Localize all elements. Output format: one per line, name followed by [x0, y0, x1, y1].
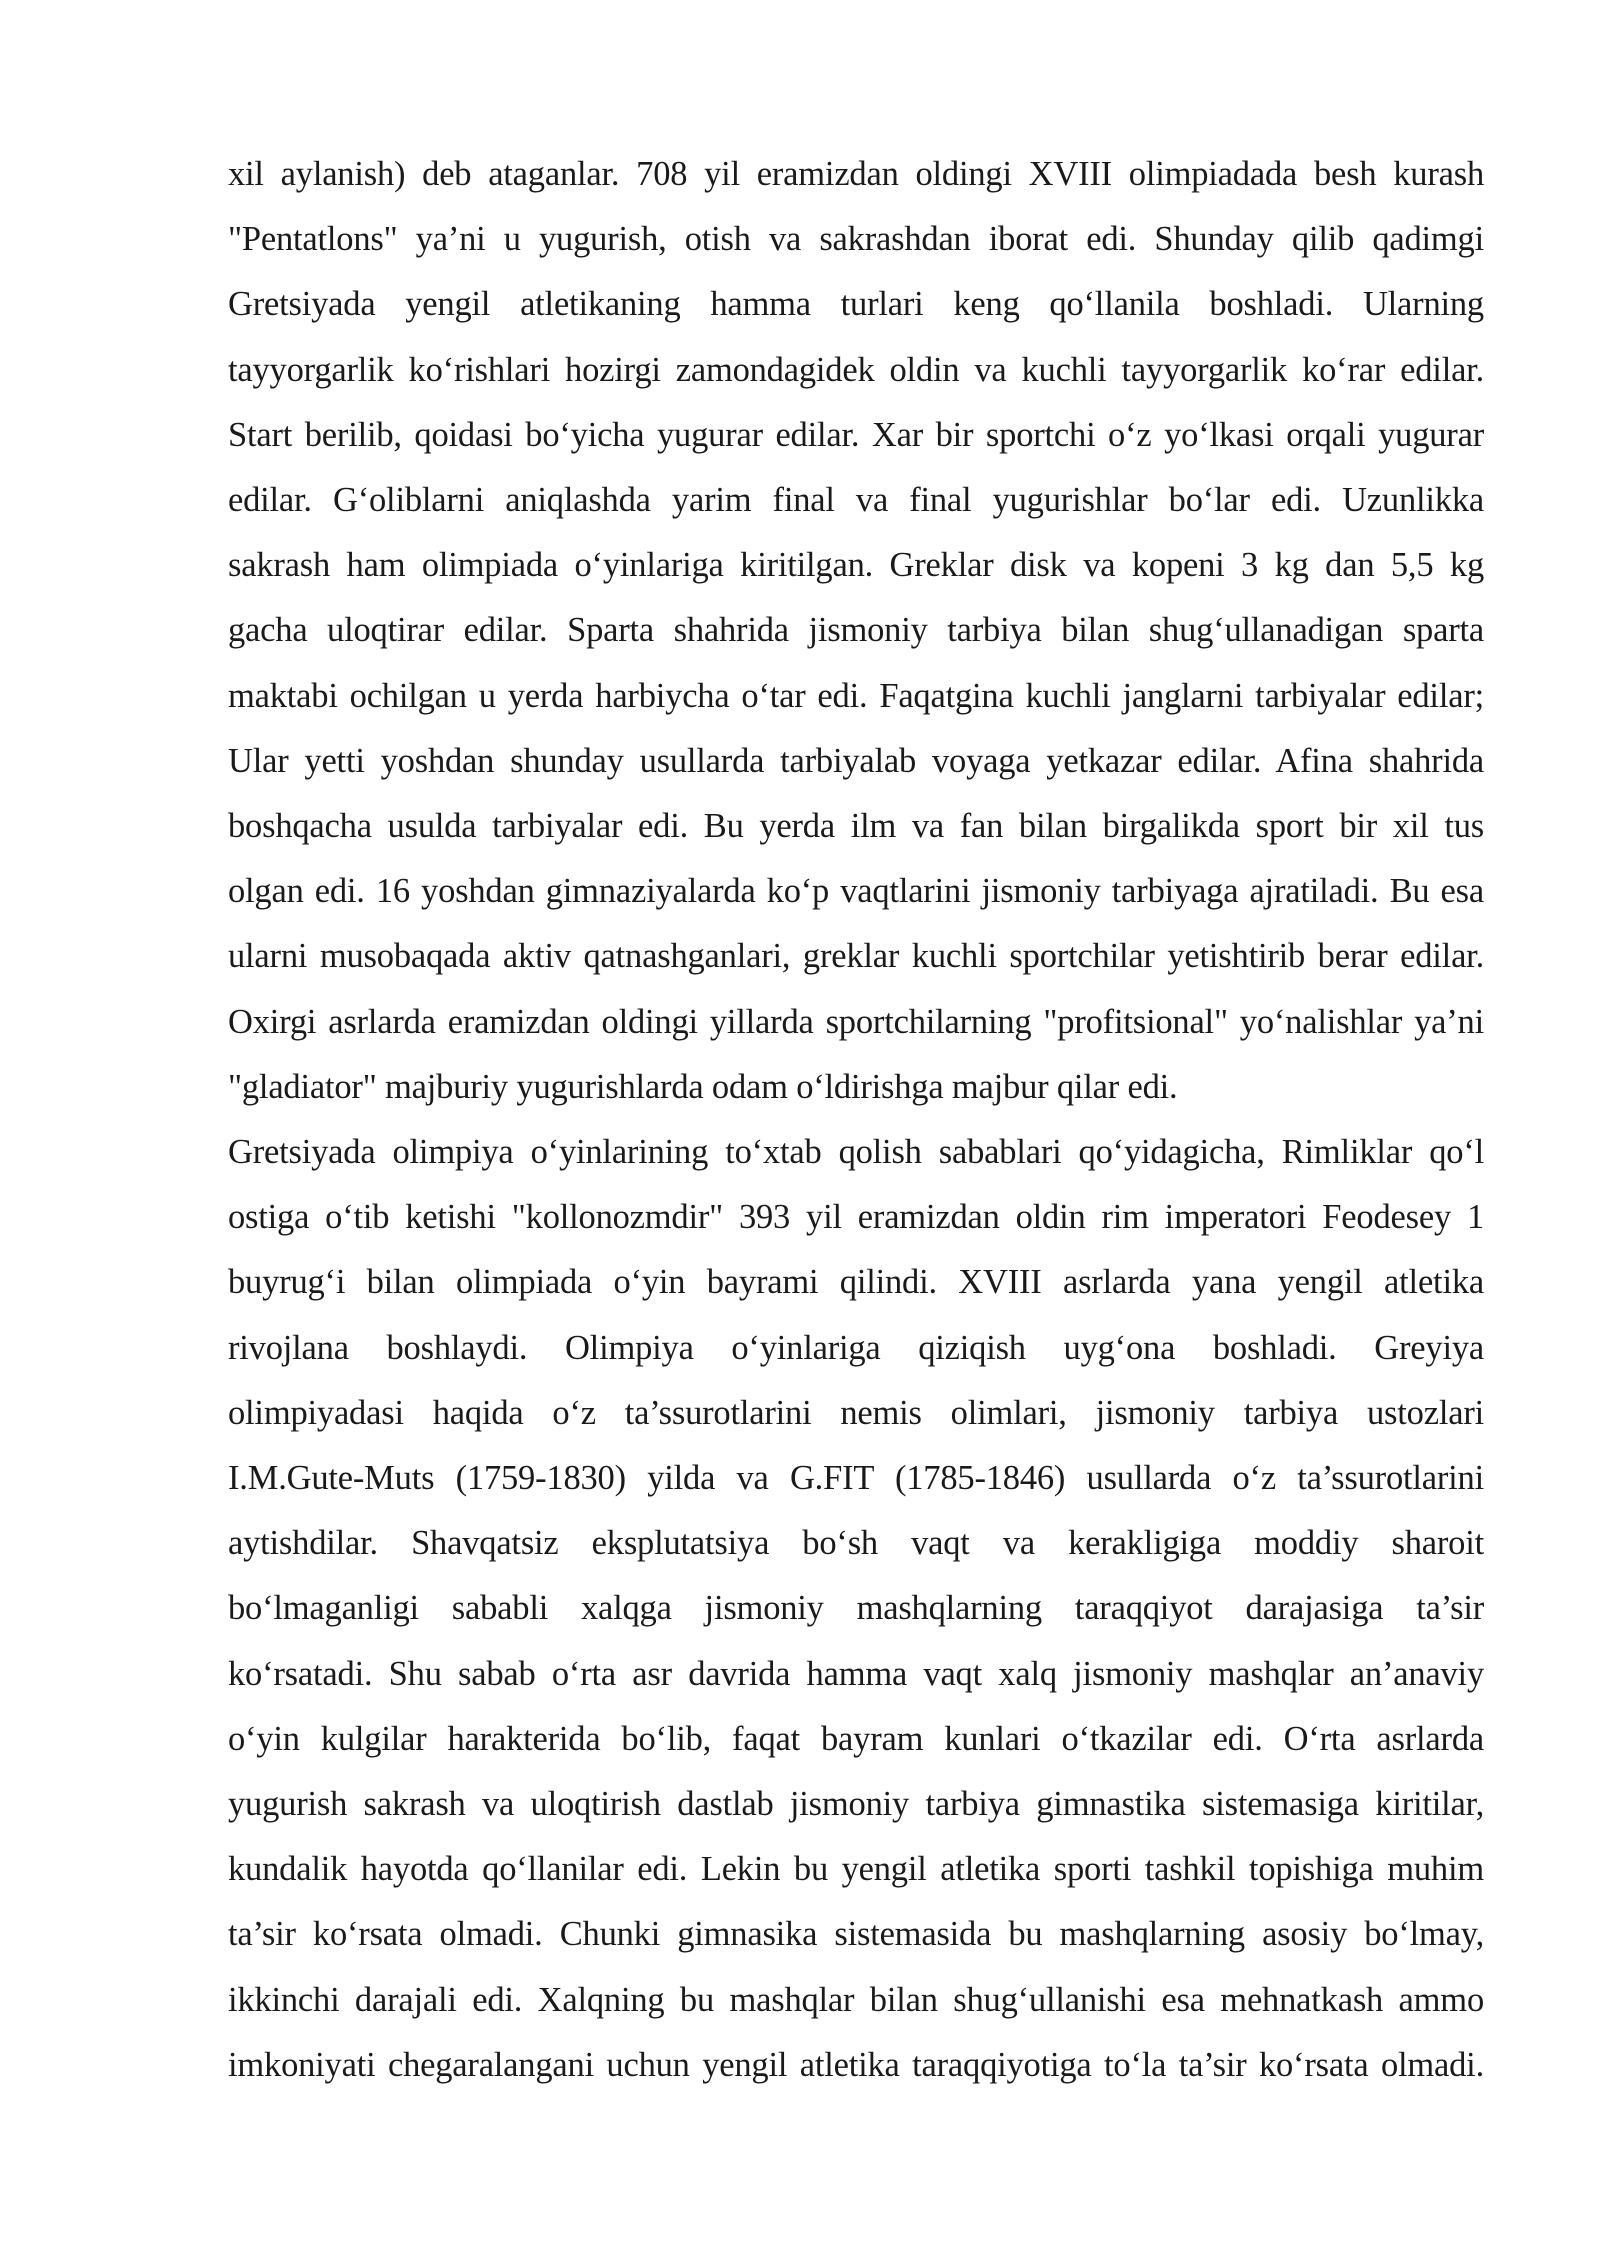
text-line: ta’sir ko‘rsata olmadi. Chunki gimnasika sistemasida bu mashqlarning asosiy bo‘lmay, [228, 1915, 1484, 1954]
text-line: "gladiator" majburiy yugurishlarda odam o‘ldirishga majbur qilar edi. [228, 1067, 1178, 1106]
text-line: olgan edi. 16 yoshdan gimnaziyalarda ko‘p vaqtlarini jismoniy tarbiyaga ajratiladi. Bu esa [228, 872, 1484, 911]
text-line: imkoniyati chegaralangani uchun yengil atletika taraqqiyotiga to‘la ta’sir ko‘rsata olmadi. [228, 2045, 1484, 2084]
text-line: bo‘lmaganligi sababli xalqga jismoniy mashqlarning taraqqiyot darajasiga ta’sir [228, 1589, 1484, 1628]
text-line: ostiga o‘tib ketishi "kollonozmdir" 393 yil eramizdan oldin rim imperatori Feodesey 1 [228, 1198, 1484, 1237]
text-line: ko‘rsatadi. Shu sabab o‘rta asr davrida hamma vaqt xalq jismoniy mashqlar an’anaviy [228, 1654, 1484, 1693]
text-line: Gretsiyada yengil atletikaning hamma turlari keng qo‘llanila boshladi. Ularning [228, 285, 1484, 324]
text-line: sakrash ham olimpiada o‘yinlariga kiritilgan. Greklar disk va kopeni 3 kg dan 5,5 kg [228, 546, 1484, 585]
text-line: Ular yetti yoshdan shunday usullarda tarbiyalab voyaga yetkazar edilar. Afina shahrida [228, 741, 1484, 780]
text-line: kundalik hayotda qo‘llanilar edi. Lekin bu yengil atletika sporti tashkil topishiga muhim [228, 1850, 1484, 1889]
text-line: rivojlana boshlaydi. Olimpiya o‘yinlariga qiziqish uyg‘ona boshladi. Greyiya [228, 1328, 1484, 1367]
text-line: o‘yin kulgilar harakterida bo‘lib, faqat bayram kunlari o‘tkazilar edi. O‘rta asrlarda [228, 1719, 1484, 1758]
text-line: ularni musobaqada aktiv qatnashganlari, greklar kuchli sportchilar yetishtirib berar edilar. [228, 937, 1484, 976]
text-line: olimpiyadasi haqida o‘z ta’ssurotlarini nemis olimlari, jismoniy tarbiya ustozlari [228, 1393, 1484, 1432]
text-line: tayyorgarlik ko‘rishlari hozirgi zamondagidek oldin va kuchli tayyorgarlik ko‘rar edilar. [228, 350, 1484, 389]
text-line: aytishdilar. Shavqatsiz eksplutatsiya bo‘sh vaqt va kerakligiga moddiy sharoit [228, 1524, 1484, 1563]
text-line: buyrug‘i bilan olimpiada o‘yin bayrami qilindi. XVIII asrlarda yana yengil atletika [228, 1263, 1484, 1302]
text-line: edilar. G‘oliblarni aniqlashda yarim final va final yugurishlar bo‘lar edi. Uzunlikka [228, 481, 1484, 520]
text-line: yugurish sakrash va uloqtirish dastlab jismoniy tarbiya gimnastika sistemasiga kiritilar, [228, 1785, 1484, 1824]
text-line: Start berilib, qoidasi bo‘yicha yugurar edilar. Xar bir sportchi o‘z yo‘lkasi orqali yugurar [228, 415, 1484, 454]
paragraph-1 [228, 142, 1484, 1120]
text-line: "Pentatlons" ya’ni u yugurish, otish va sakrashdan iborat edi. Shunday qilib qadimgi [228, 220, 1484, 259]
text-line: Gretsiyada olimpiya o‘yinlarining to‘xtab qolish sabablari qo‘yidagicha, Rimliklar qo‘l [228, 1133, 1484, 1172]
text-line: xil aylanish) deb ataganlar. 708 yil eramizdan oldingi XVIII olimpiadada besh kurash [228, 155, 1484, 193]
text-line: ikkinchi darajali edi. Xalqning bu mashqlar bilan shug‘ullanishi esa mehnatkash ammo [228, 1980, 1484, 2019]
text-line: maktabi ochilgan u yerda harbiycha o‘tar edi. Faqatgina kuchli janglarni tarbiyalar edilar; [228, 676, 1484, 715]
text-line: boshqacha usulda tarbiyalar edi. Bu yerda ilm va fan bilan birgalikda sport bir xil tus [228, 807, 1484, 846]
paragraph-2 [228, 1120, 1484, 2098]
document-page [228, 142, 1484, 2098]
text-line: gacha uloqtirar edilar. Sparta shahrida jismoniy tarbiya bilan shug‘ullanadigan sparta [228, 611, 1484, 650]
text-line: I.M.Gute-Muts (1759-1830) yilda va G.FIT (1785-1846) usullarda o‘z ta’ssurotlarini [228, 1459, 1484, 1498]
text-line: Oxirgi asrlarda eramizdan oldingi yillarda sportchilarning "profitsional" yo‘nalishlar ya’ni [228, 1002, 1484, 1041]
